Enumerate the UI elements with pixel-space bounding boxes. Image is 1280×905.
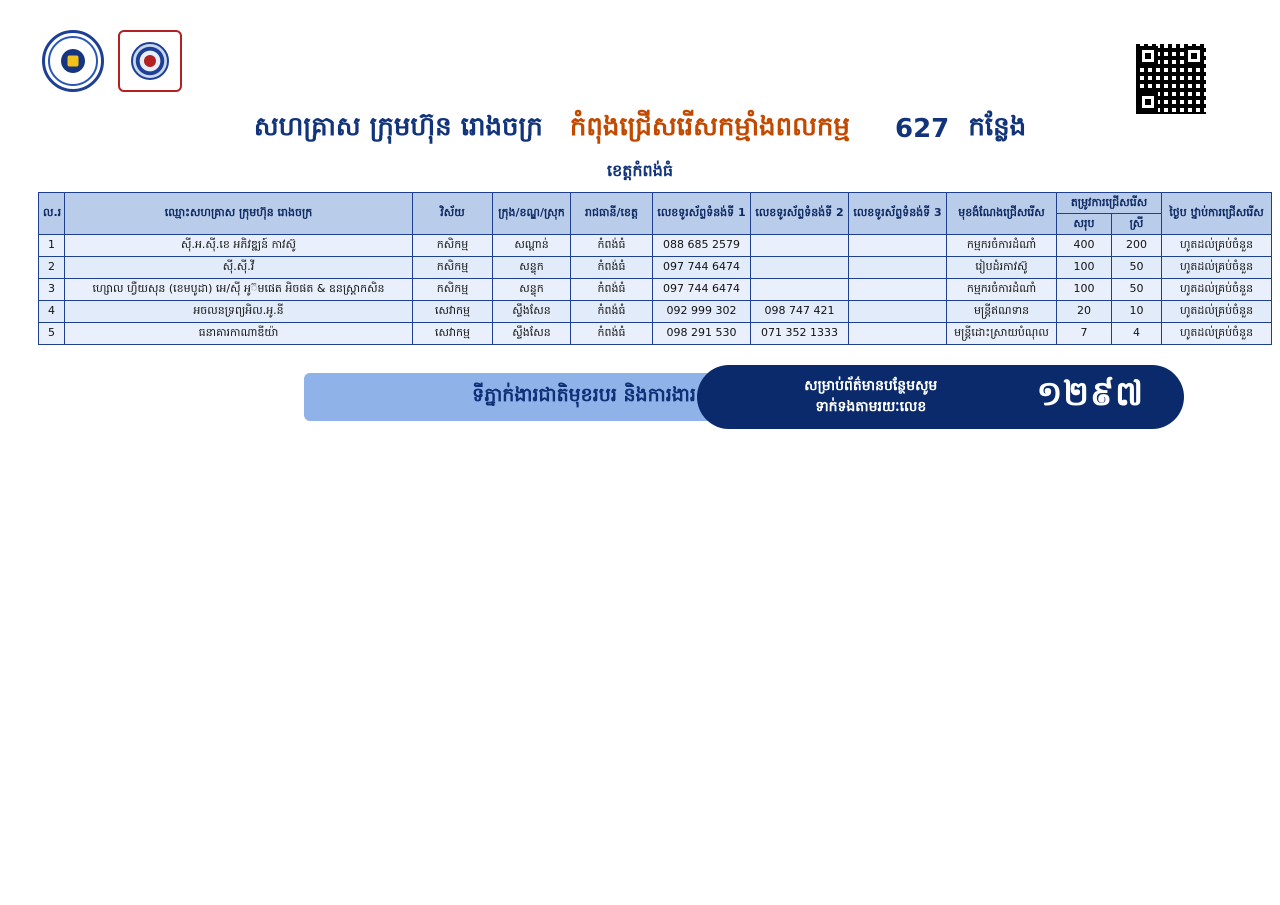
agency-name-bar: ទីភ្នាក់ងារជាតិមុខរបរ និងការងារ (304, 373, 864, 421)
cell-phone2: 071 352 1333 (751, 322, 849, 344)
cell-phone3 (849, 278, 947, 300)
cell-phone1: 097 744 6474 (653, 256, 751, 278)
hotline-bar (697, 365, 1184, 429)
th-phone1: លេខទូរស័ព្ទទំនង់ទី 1 (653, 193, 751, 235)
cell-province: កំពង់ធំ (571, 234, 653, 256)
cell-method: ហូតដល់គ្រប់ចំនួន (1162, 278, 1272, 300)
cell-position: រៀបដំរកាវស៊ូ (947, 256, 1057, 278)
cell-province: កំពង់ធំ (571, 322, 653, 344)
cell-sector: សេវាកម្ម (413, 300, 493, 322)
th-company: ឈ្មោះសហគ្រាស ក្រុមហ៊ុន រោងចក្រ (65, 193, 413, 235)
cell-need-total: 7 (1057, 322, 1112, 344)
cell-phone1: 092 999 302 (653, 300, 751, 322)
cell-need-total: 20 (1057, 300, 1112, 322)
title-unit: កន្លែង (968, 112, 1027, 142)
cell-company: ស៊ី.ស៊ី.វី (65, 256, 413, 278)
table-row (39, 234, 1272, 256)
cell-phone2: 098 747 421 (751, 300, 849, 322)
th-method: ថ្ងៃប ឋ្នាប់ការជ្រើសរើស (1162, 193, 1272, 235)
cell-district: ស្ទឹងសែន (493, 322, 571, 344)
cell-phone1: 097 744 6474 (653, 278, 751, 300)
th-district: ក្រុង/ខណ្ឌ/ស្រុក (493, 193, 571, 235)
cell-need-total: 400 (1057, 234, 1112, 256)
cell-phone1: 088 685 2579 (653, 234, 751, 256)
cell-phone3 (849, 256, 947, 278)
cell-need-female: 50 (1112, 256, 1162, 278)
footer-bars (304, 365, 1184, 429)
cell-company: អចលនទ្រព្យអិល.អូ.នី (65, 300, 413, 322)
cell-company: ធនាគារកាណាឌីយ៉ា (65, 322, 413, 344)
th-phone2: លេខទូរស័ព្ទទំនង់ទី 2 (751, 193, 849, 235)
qr-code-icon[interactable] (1134, 42, 1208, 116)
cell-sector: កសិកម្ម (413, 278, 493, 300)
th-need-total: សរុប (1057, 213, 1112, 234)
table-row (39, 300, 1272, 322)
page-subtitle: ខេត្តកំពង់ធំ (606, 161, 673, 180)
cell-need-total: 100 (1057, 256, 1112, 278)
jobs-table-container (38, 192, 1264, 345)
cell-no: 2 (39, 256, 65, 278)
cell-company: ហ្សោល ហ្វឺយសុន (ខេមបូដា) អេ/ស៊ី អូ៊មផេត អិចផត & ឧនស្រ្តាកសិន (65, 278, 413, 300)
cell-phone2 (751, 256, 849, 278)
cell-position: មន្ត្រីដោះស្រាយបំណុល (947, 322, 1057, 344)
th-phone3: លេខទូរស័ព្ទទំនង់ទី 3 (849, 193, 947, 235)
page-title (0, 110, 1280, 148)
cell-method: ហូតដល់គ្រប់ចំនួន (1162, 322, 1272, 344)
th-position: មុខងំណែងជ្រើសរើស (947, 193, 1057, 235)
hotline-label-line2: ទាក់ទងតាមរយៈលេខ (815, 399, 927, 415)
cell-position: កម្មករចំការដំណាំ (947, 278, 1057, 300)
cell-position: មន្ត្រីឥណទាន (947, 300, 1057, 322)
th-province: រាជធានី/ខេត្ត (571, 193, 653, 235)
logo-group (42, 30, 182, 92)
ministry-seal-logo (42, 30, 104, 92)
cell-sector: កសិកម្ម (413, 256, 493, 278)
cell-district: សណ្ដាន់ (493, 234, 571, 256)
cell-no: 1 (39, 234, 65, 256)
cell-method: ហូតដល់គ្រប់ចំនួន (1162, 234, 1272, 256)
cell-phone2 (751, 234, 849, 256)
cell-phone3 (849, 322, 947, 344)
th-need-group: តម្រូវការជ្រើសរើស (1057, 193, 1162, 214)
cell-no: 3 (39, 278, 65, 300)
cell-need-female: 50 (1112, 278, 1162, 300)
title-count: 627 (895, 114, 950, 144)
cell-company: ស៊ី.អ.ស៊ី.ខេ អភិវឌ្ឍន៍ កាវស៊ូ (65, 234, 413, 256)
th-need-female: ស្រី (1112, 213, 1162, 234)
cell-no: 4 (39, 300, 65, 322)
cell-no: 5 (39, 322, 65, 344)
cell-province: កំពង់ធំ (571, 300, 653, 322)
title-part-1: សហគ្រាស ក្រុមហ៊ុន រោងចក្រ (253, 112, 543, 142)
cell-method: ហូតដល់គ្រប់ចំនួន (1162, 300, 1272, 322)
cell-sector: សេវាកម្ម (413, 322, 493, 344)
th-sector: វិស័យ (413, 193, 493, 235)
cell-need-female: 10 (1112, 300, 1162, 322)
cell-method: ហូតដល់គ្រប់ចំនួន (1162, 256, 1272, 278)
cell-phone3 (849, 234, 947, 256)
cell-phone2 (751, 278, 849, 300)
table-header-row-1 (39, 193, 1272, 214)
table-row (39, 278, 1272, 300)
cell-phone3 (849, 300, 947, 322)
jobs-table-body (39, 234, 1272, 344)
cell-province: កំពង់ធំ (571, 256, 653, 278)
cell-district: ស្ទឹងសែន (493, 300, 571, 322)
training-institute-logo (118, 30, 182, 92)
cell-province: កំពង់ធំ (571, 278, 653, 300)
cell-phone1: 098 291 530 (653, 322, 751, 344)
title-part-2: កំពុងជ្រើសរើសកម្មាំងពលកម្ម (569, 112, 850, 142)
cell-district: សន្ទុក (493, 278, 571, 300)
cell-district: សន្ទុក (493, 256, 571, 278)
hotline-number[interactable]: ១២៩៧ (1036, 374, 1144, 414)
cell-sector: កសិកម្ម (413, 234, 493, 256)
cell-need-total: 100 (1057, 278, 1112, 300)
table-row (39, 322, 1272, 344)
hotline-label (723, 376, 1019, 418)
hotline-label-line1: សម្រាប់ព័ត៌មានបន្ថែមសូម (804, 378, 938, 394)
th-no: ល.រ (39, 193, 65, 235)
jobs-table (38, 192, 1272, 345)
cell-need-female: 200 (1112, 234, 1162, 256)
cell-position: កម្មករចំការដំណាំ (947, 234, 1057, 256)
cell-need-female: 4 (1112, 322, 1162, 344)
table-row (39, 256, 1272, 278)
